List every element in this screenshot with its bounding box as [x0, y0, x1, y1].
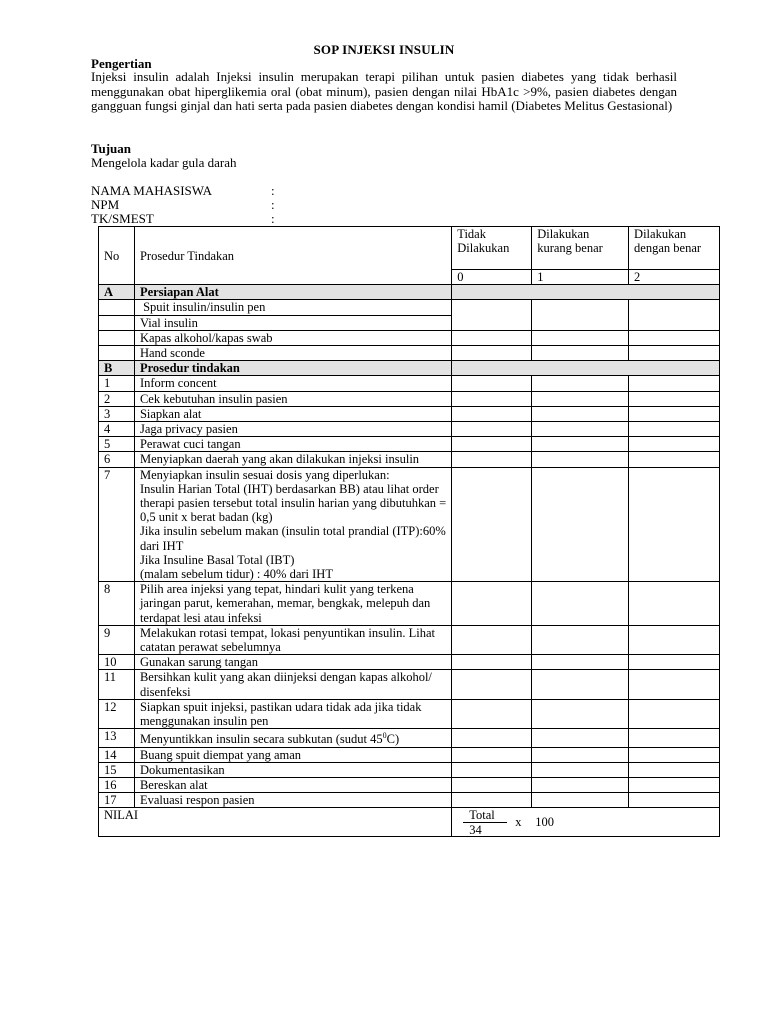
score-1: 1: [532, 270, 629, 285]
check-cell[interactable]: [629, 747, 720, 762]
check-cell[interactable]: [629, 391, 720, 406]
check-cell[interactable]: [629, 729, 720, 747]
check-cell[interactable]: [452, 330, 532, 345]
table-row: [99, 391, 720, 406]
fraction-denominator: 34: [469, 823, 482, 838]
step-number: 17: [99, 793, 135, 808]
multiply-sign: x: [515, 815, 522, 830]
step-text: Buang spuit diempat yang aman: [134, 747, 451, 762]
header-no: No: [99, 227, 135, 285]
check-cell[interactable]: [452, 346, 532, 361]
step-text: Perawat cuci tangan: [134, 437, 451, 452]
alat-item: Spuit insulin/insulin pen: [134, 300, 451, 315]
section-blank: [452, 285, 720, 300]
check-cell[interactable]: [452, 437, 532, 452]
step-text: [134, 729, 451, 747]
step-number: 3: [99, 406, 135, 421]
header-prosedur: Prosedur Tindakan: [134, 227, 451, 285]
pengertian-heading: Pengertian: [91, 56, 152, 71]
check-cell[interactable]: [452, 300, 532, 330]
table-row: [99, 793, 720, 808]
nilai-label: NILAI: [99, 808, 452, 837]
identity-label: TK/SMEST: [91, 211, 154, 226]
check-cell[interactable]: [629, 793, 720, 808]
identity-row-npm: [91, 198, 391, 212]
table-row: [99, 778, 720, 793]
check-cell[interactable]: [452, 376, 532, 391]
step-number: 7: [99, 467, 135, 582]
nilai-row: [99, 808, 720, 837]
check-cell[interactable]: [532, 699, 629, 728]
check-cell[interactable]: [452, 391, 532, 406]
multiplier-value: 100: [535, 815, 555, 830]
page-title: SOP INJEKSI INSULIN: [313, 42, 455, 57]
check-cell[interactable]: [452, 422, 532, 437]
section-blank: [452, 361, 720, 376]
table-row: [99, 346, 720, 361]
alat-item: Vial insulin: [134, 315, 451, 330]
check-cell[interactable]: [532, 437, 629, 452]
check-cell[interactable]: [532, 376, 629, 391]
check-cell[interactable]: [629, 467, 720, 582]
step-number: 15: [99, 762, 135, 777]
step-text: Gunakan sarung tangan: [134, 655, 451, 670]
check-cell[interactable]: [629, 406, 720, 421]
table-row: [99, 747, 720, 762]
check-cell[interactable]: [629, 778, 720, 793]
check-cell[interactable]: [532, 670, 629, 699]
identity-label: NAMA MAHASISWA: [91, 183, 212, 198]
check-cell[interactable]: [532, 330, 629, 345]
step-number: 14: [99, 747, 135, 762]
table-row: [99, 582, 720, 626]
pengertian-text: Injeksi insulin adalah Injeksi insulin merupakan terapi pilihan untuk pasien diabetes yang tidak berhasil menggunakan obat hiperglikemia oral (obat minum), pasien dengan nilai HbA1c >9%, pasien diabetes dengan gangguan fungsi ginjal dan hati serta pada pasien diabetes dengan kondisi hamil (Diabetes Melitus Gestasional): [91, 69, 677, 113]
section-title: Persiapan Alat: [134, 285, 451, 300]
header-dilakukan-dengan-benar: Dilakukan dengan benar: [629, 227, 720, 270]
step-number: 9: [99, 625, 135, 654]
score-0: 0: [452, 270, 532, 285]
step-number: 5: [99, 437, 135, 452]
step-text: Cek kebutuhan insulin pasien: [134, 391, 451, 406]
table-row: [99, 762, 720, 777]
check-cell[interactable]: [629, 582, 720, 626]
step-number: 10: [99, 655, 135, 670]
check-cell[interactable]: [452, 655, 532, 670]
check-cell[interactable]: [629, 376, 720, 391]
table-header-row: [99, 227, 720, 270]
check-cell[interactable]: [629, 346, 720, 361]
sop-checklist-table: [98, 226, 720, 837]
step-number: 8: [99, 582, 135, 626]
check-cell[interactable]: [452, 747, 532, 762]
step-text: Pilih area injeksi yang tepat, hindari kulit yang terkena jaringan parut, kemerahan, memar, bengkak, melepuh dan terdapat lesi atau infeksi: [134, 582, 451, 626]
check-cell[interactable]: [452, 778, 532, 793]
alat-item: Kapas alkohol/kapas swab: [134, 330, 451, 345]
table-row: [99, 300, 720, 315]
step-text: [134, 467, 451, 582]
step-number: 11: [99, 670, 135, 699]
check-cell[interactable]: [532, 729, 629, 747]
check-cell[interactable]: [452, 793, 532, 808]
step-text: Melakukan rotasi tempat, lokasi penyuntikan insulin. Lihat catatan perawat sebelumnya: [134, 625, 451, 654]
identity-label: NPM: [91, 197, 120, 212]
step-text: Evaluasi respon pasien: [134, 793, 451, 808]
step-13-tail: C): [386, 732, 400, 747]
identity-row-nama: [91, 184, 391, 198]
table-row: [99, 330, 720, 345]
header-dilakukan-kurang-benar: Dilakukan kurang benar: [532, 227, 629, 270]
section-code: B: [99, 361, 135, 376]
check-cell[interactable]: [629, 437, 720, 452]
table-row: [99, 655, 720, 670]
score-2: 2: [629, 270, 720, 285]
table-row: [99, 376, 720, 391]
check-cell[interactable]: [452, 762, 532, 777]
fraction-numerator: Total: [463, 808, 507, 823]
table-row: [99, 729, 720, 747]
section-title: Prosedur tindakan: [134, 361, 451, 376]
section-code: A: [99, 285, 135, 300]
identity-colon: :: [271, 197, 275, 212]
tujuan-heading: Tujuan: [91, 141, 131, 156]
table-row: [99, 625, 720, 654]
tujuan-text: Mengelola kadar gula darah: [91, 155, 237, 170]
step-7-line: Menyiapkan insulin sesuai dosis yang diperlukan:: [139, 467, 390, 482]
table-row: [99, 406, 720, 421]
step-text: Siapkan alat: [134, 406, 451, 421]
degree-superscript: 0: [382, 731, 387, 741]
step-number: 6: [99, 452, 135, 467]
step-text: Menyiapkan daerah yang akan dilakukan injeksi insulin: [134, 452, 451, 467]
identity-row-tk-smest: [91, 212, 391, 226]
step-text: Bereskan alat: [134, 778, 451, 793]
identity-colon: :: [271, 211, 275, 226]
check-cell[interactable]: [452, 467, 532, 582]
table-row: [99, 422, 720, 437]
table-row: [99, 670, 720, 699]
check-cell[interactable]: [532, 406, 629, 421]
check-cell[interactable]: [532, 391, 629, 406]
step-text: Bersihkan kulit yang akan diinjeksi dengan kapas alkohol/ disenfeksi: [134, 670, 451, 699]
check-cell[interactable]: [629, 655, 720, 670]
check-cell[interactable]: [532, 625, 629, 654]
step-13-text: Menyuntikkan insulin secara subkutan (sudut 45: [139, 732, 383, 747]
check-cell[interactable]: [629, 330, 720, 345]
check-cell[interactable]: [629, 452, 720, 467]
check-cell[interactable]: [629, 422, 720, 437]
check-cell[interactable]: [532, 422, 629, 437]
identity-colon: :: [271, 183, 275, 198]
step-number: 1: [99, 376, 135, 391]
check-cell[interactable]: [532, 778, 629, 793]
steps-body: [99, 376, 720, 808]
check-cell[interactable]: [452, 582, 532, 626]
check-cell[interactable]: [532, 582, 629, 626]
check-cell[interactable]: [452, 699, 532, 728]
step-number: 16: [99, 778, 135, 793]
step-number: 2: [99, 391, 135, 406]
step-text: Dokumentasikan: [134, 762, 451, 777]
header-tidak-dilakukan: Tidak Dilakukan: [452, 227, 532, 270]
check-cell[interactable]: [532, 747, 629, 762]
step-text: Jaga privacy pasien: [134, 422, 451, 437]
check-cell[interactable]: [532, 467, 629, 582]
check-cell[interactable]: [629, 762, 720, 777]
check-cell[interactable]: [629, 300, 720, 330]
step-text: Siapkan spuit injeksi, pastikan udara tidak ada jika tidak menggunakan insulin pen: [134, 699, 451, 728]
check-cell[interactable]: [532, 452, 629, 467]
check-cell[interactable]: [452, 625, 532, 654]
check-cell[interactable]: [629, 670, 720, 699]
table-row: [99, 467, 720, 582]
check-cell[interactable]: [452, 452, 532, 467]
step-number: 12: [99, 699, 135, 728]
step-7-line: Insulin Harian Total (IHT) berdasarkan BB) atau lihat order therapi pasien tersebut total insulin harian yang dibutuhkan = 0,5 unit x berat badan (kg): [139, 481, 447, 525]
check-cell[interactable]: [532, 300, 629, 330]
check-cell[interactable]: [532, 655, 629, 670]
step-text: Inform concent: [134, 376, 451, 391]
section-a-row: [99, 285, 720, 300]
table-row: [99, 699, 720, 728]
step-number: 4: [99, 422, 135, 437]
score-fraction: [463, 808, 503, 837]
section-b-row: [99, 361, 720, 376]
check-cell[interactable]: [532, 762, 629, 777]
step-7-line: (malam sebelum tidur) : 40% dari IHT: [139, 567, 333, 582]
check-cell[interactable]: [532, 793, 629, 808]
step-number: 13: [99, 729, 135, 747]
check-cell[interactable]: [452, 729, 532, 747]
alat-item: Hand sconde: [134, 346, 451, 361]
nilai-formula: [452, 808, 720, 837]
check-cell[interactable]: [629, 699, 720, 728]
check-cell[interactable]: [629, 625, 720, 654]
step-7-line: Jika insulin sebelum makan (insulin total prandial (ITP):60% dari IHT: [139, 524, 446, 553]
table-row: [99, 452, 720, 467]
step-7-line: Jika Insuline Basal Total (IBT): [139, 552, 295, 567]
table-row: [99, 437, 720, 452]
check-cell[interactable]: [532, 346, 629, 361]
check-cell[interactable]: [452, 670, 532, 699]
check-cell[interactable]: [452, 406, 532, 421]
